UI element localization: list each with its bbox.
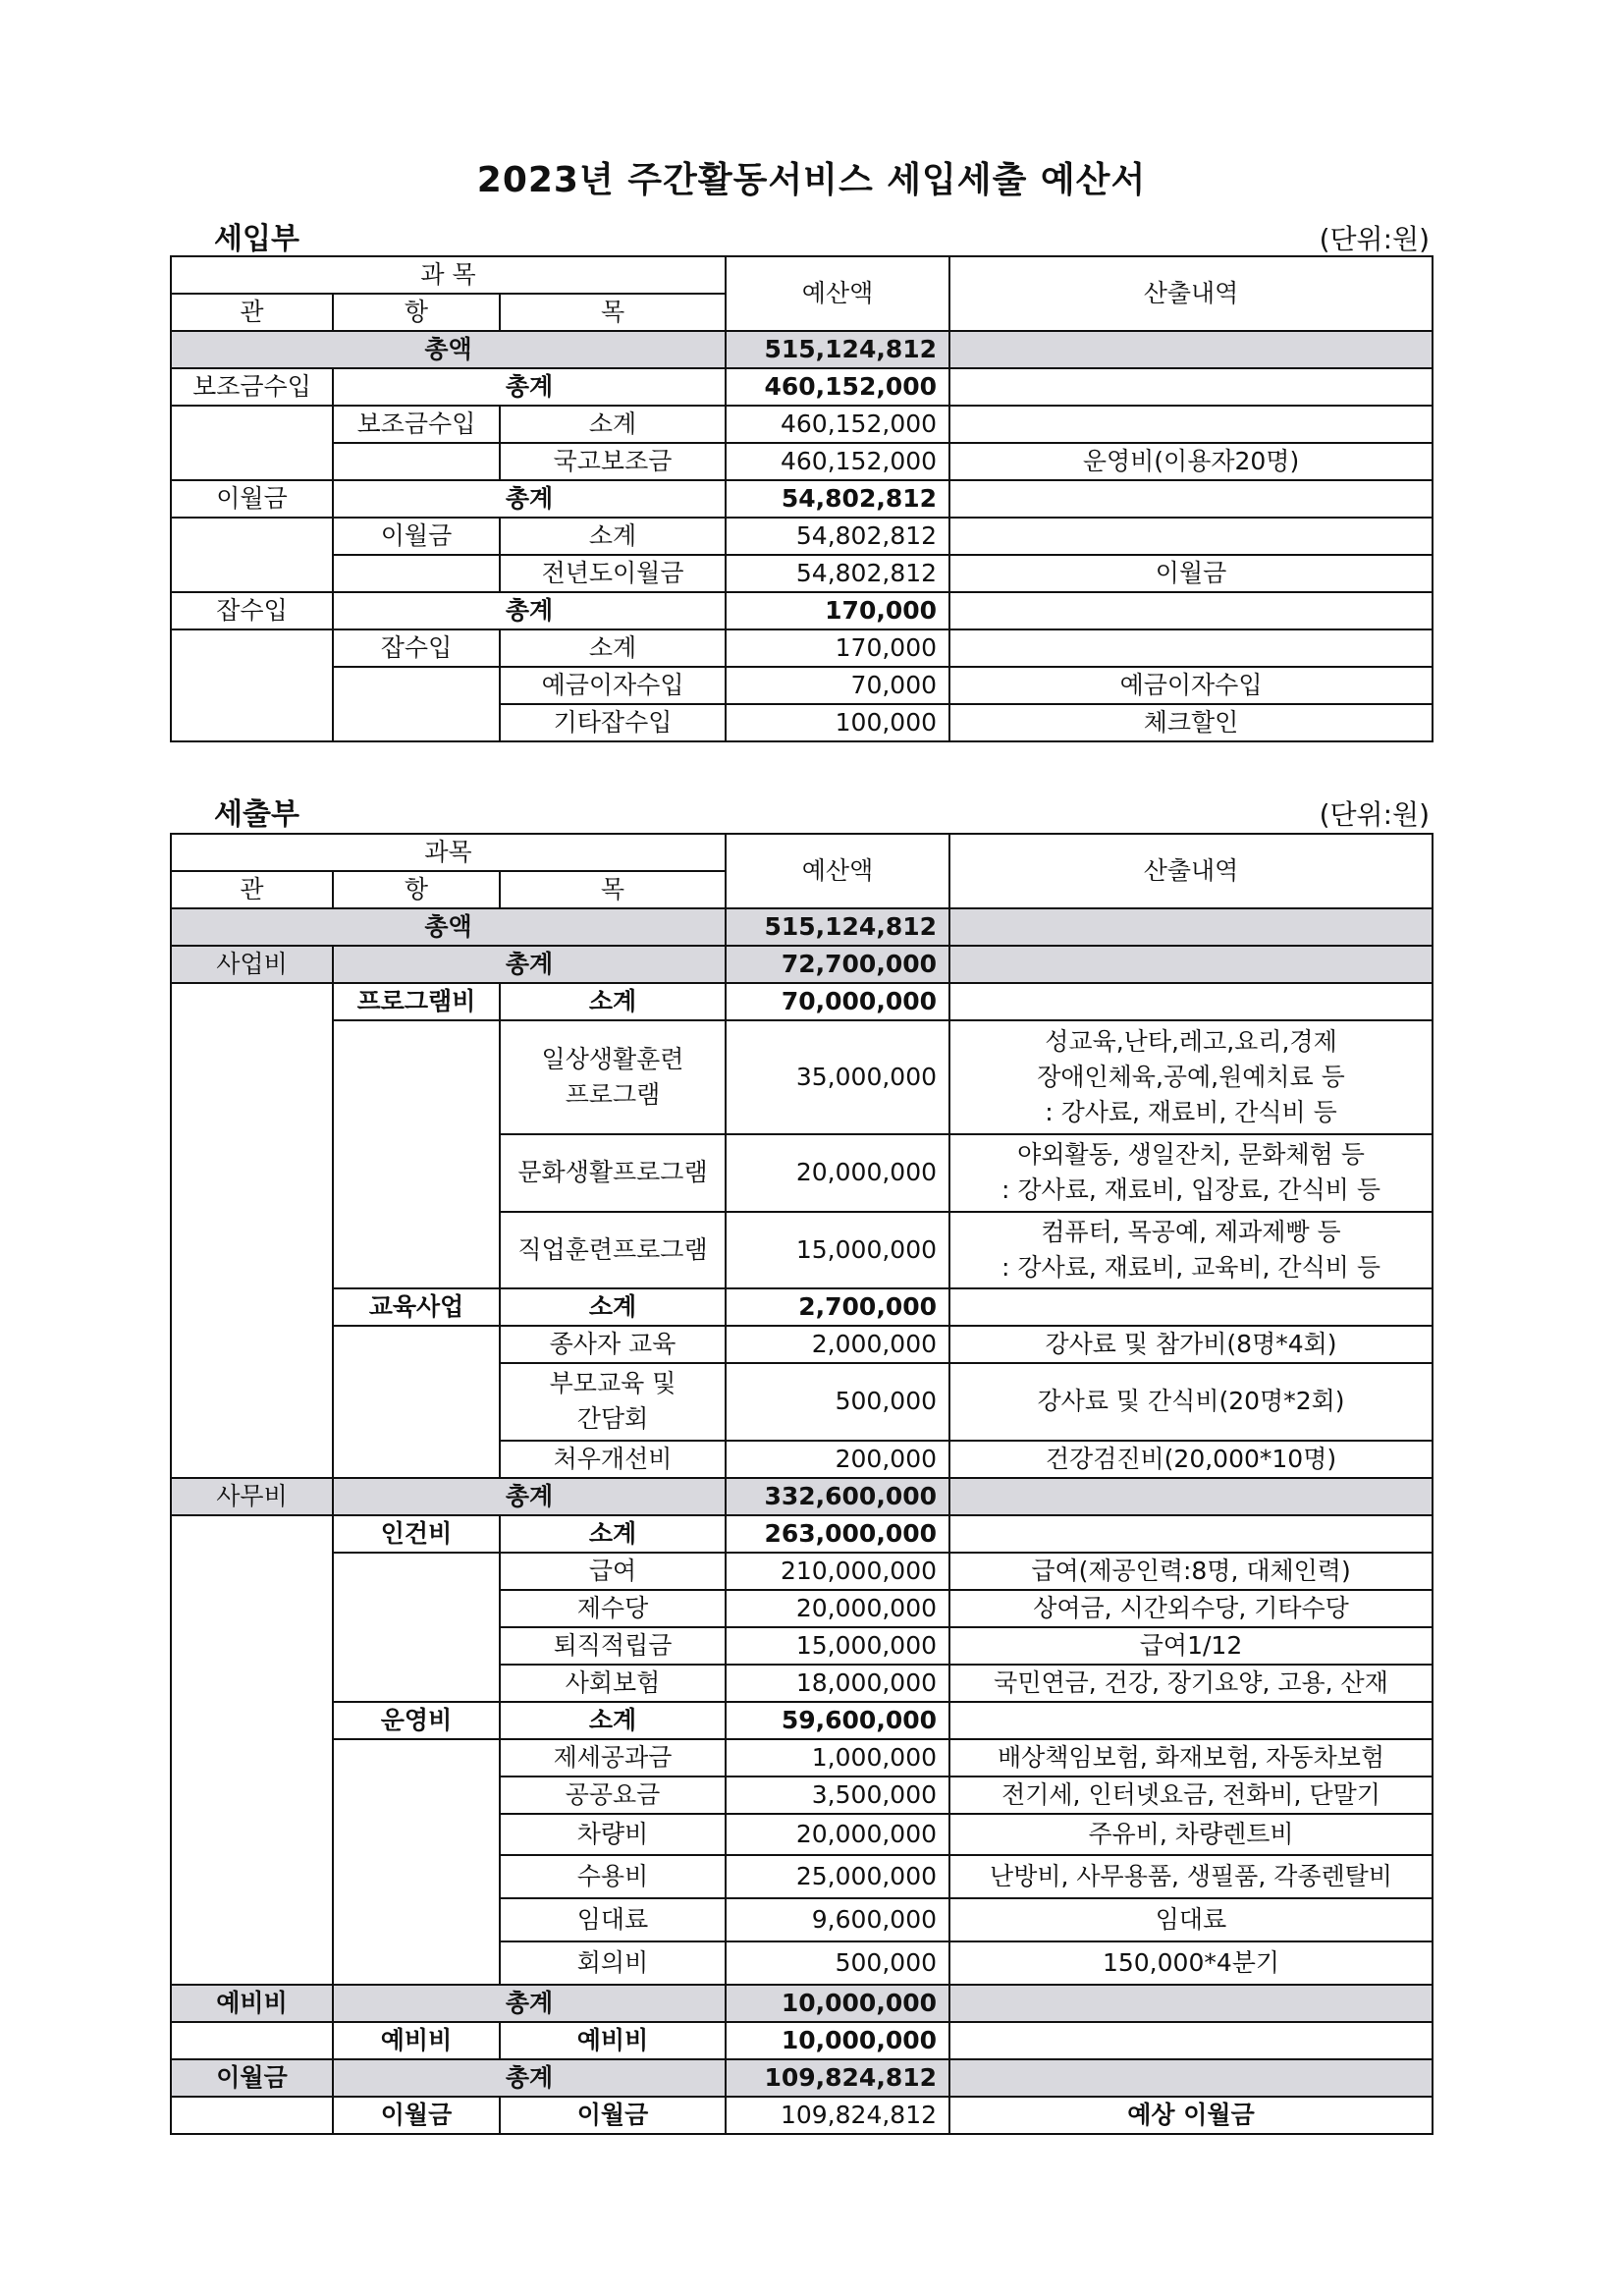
header-subject: 과 목	[171, 256, 726, 294]
details-cell	[949, 1478, 1433, 1515]
details-cell	[949, 1134, 1433, 1212]
hang-cell: 잡수입	[333, 629, 500, 667]
table-row	[171, 1702, 1433, 1739]
gwan-cell	[171, 406, 333, 480]
header-amount: 예산액	[726, 834, 949, 908]
total-details	[949, 331, 1433, 368]
gwan-cell	[171, 518, 333, 592]
details-cell: 체크할인	[949, 704, 1433, 741]
details-cell: 급여(제공인력:8명, 대체인력)	[949, 1553, 1433, 1590]
mok-cell: 임대료	[500, 1898, 726, 1941]
details-cell	[949, 1985, 1433, 2022]
header-gwan: 관	[171, 871, 333, 908]
table-row	[171, 1553, 1433, 1590]
header-gwan: 관	[171, 294, 333, 331]
details-cell	[949, 480, 1433, 518]
mok-cell: 종사자 교육	[500, 1326, 726, 1363]
table-row	[171, 2059, 1433, 2097]
gwan-cell: 보조금수입	[171, 368, 333, 406]
amount-cell: 70,000	[726, 667, 949, 704]
header-details: 산출내역	[949, 834, 1433, 908]
mok-cell: 예비비	[500, 2022, 726, 2059]
details-line: : 강사료, 재료비, 교육비, 간식비 등	[1001, 1252, 1380, 1282]
mok-cell: 소계	[500, 518, 726, 555]
amount-cell: 70,000,000	[726, 983, 949, 1020]
details-line: 성교육,난타,레고,요리,경제	[1045, 1026, 1337, 1056]
mok-cell: 직업훈련프로그램	[500, 1212, 726, 1289]
amount-cell: 20,000,000	[726, 1590, 949, 1627]
details-cell: 강사료 및 간식비(20명*2회)	[949, 1363, 1433, 1441]
details-line: 장애인체육,공예,원예치료 등	[1037, 1062, 1345, 1091]
mok-cell: 제세공과금	[500, 1739, 726, 1777]
subtotal-label: 총계	[333, 2059, 726, 2097]
hang-cell	[333, 555, 500, 592]
table-row	[171, 983, 1433, 1020]
table-row	[171, 2022, 1433, 2059]
mok-cell: 공공요금	[500, 1777, 726, 1814]
amount-cell: 263,000,000	[726, 1515, 949, 1553]
table-row	[171, 406, 1433, 443]
hang-cell: 이월금	[333, 518, 500, 555]
mok-line: 부모교육 및	[549, 1369, 676, 1397]
total-row	[171, 331, 1433, 368]
amount-cell: 20,000,000	[726, 1134, 949, 1212]
details-cell: 예상 이월금	[949, 2097, 1433, 2134]
amount-cell: 59,600,000	[726, 1702, 949, 1739]
hang-cell	[333, 1739, 500, 1985]
hang-cell: 예비비	[333, 2022, 500, 2059]
amount-cell: 460,152,000	[726, 406, 949, 443]
header-mok: 목	[500, 871, 726, 908]
details-line: 컴퓨터, 목공예, 제과제빵 등	[1041, 1217, 1341, 1246]
mok-cell: 처우개선비	[500, 1441, 726, 1478]
header-subject: 과목	[171, 834, 726, 871]
mok-line: 프로그램	[565, 1080, 661, 1109]
amount-cell: 210,000,000	[726, 1553, 949, 1590]
mok-cell: 수용비	[500, 1855, 726, 1898]
gwan-cell	[171, 1515, 333, 1985]
table-header-row	[171, 256, 1433, 294]
amount-cell: 9,600,000	[726, 1898, 949, 1941]
total-amount: 515,124,812	[726, 331, 949, 368]
table-row	[171, 1985, 1433, 2022]
details-cell: 임대료	[949, 1898, 1433, 1941]
hang-cell	[333, 1326, 500, 1478]
mok-cell: 예금이자수입	[500, 667, 726, 704]
details-cell	[949, 1515, 1433, 1553]
gwan-cell: 이월금	[171, 480, 333, 518]
expense-unit-label: (단위:원)	[1319, 798, 1430, 831]
details-cell: 상여금, 시간외수당, 기타수당	[949, 1590, 1433, 1627]
hang-cell: 보조금수입	[333, 406, 500, 443]
mok-cell: 차량비	[500, 1814, 726, 1855]
mok-cell: 제수당	[500, 1590, 726, 1627]
hang-cell	[333, 667, 500, 741]
details-cell: 난방비, 사무용품, 생필품, 각종렌탈비	[949, 1855, 1433, 1898]
hang-cell: 인건비	[333, 1515, 500, 1553]
mok-cell: 퇴직적립금	[500, 1627, 726, 1665]
amount-cell: 2,700,000	[726, 1288, 949, 1326]
hang-cell	[333, 443, 500, 480]
hang-cell: 프로그램비	[333, 983, 500, 1020]
mok-cell: 소계	[500, 1515, 726, 1553]
table-row	[171, 592, 1433, 629]
table-row	[171, 1515, 1433, 1553]
amount-cell: 109,824,812	[726, 2097, 949, 2134]
amount-cell: 500,000	[726, 1363, 949, 1441]
amount-cell: 18,000,000	[726, 1665, 949, 1702]
details-cell	[949, 1020, 1433, 1134]
subtotal-label: 총계	[333, 1478, 726, 1515]
gwan-cell: 사업비	[171, 946, 333, 983]
mok-cell: 국고보조금	[500, 443, 726, 480]
details-cell: 강사료 및 참가비(8명*4회)	[949, 1326, 1433, 1363]
amount-cell: 72,700,000	[726, 946, 949, 983]
details-cell	[949, 2059, 1433, 2097]
details-cell	[949, 1702, 1433, 1739]
details-cell: 150,000*4분기	[949, 1941, 1433, 1985]
details-cell: 이월금	[949, 555, 1433, 592]
table-row	[171, 1326, 1433, 1363]
gwan-cell: 잡수입	[171, 592, 333, 629]
amount-cell: 460,152,000	[726, 443, 949, 480]
amount-cell: 54,802,812	[726, 480, 949, 518]
details-line: 야외활동, 생일잔치, 문화체험 등	[1017, 1140, 1365, 1169]
mok-cell: 문화생활프로그램	[500, 1134, 726, 1212]
amount-cell: 35,000,000	[726, 1020, 949, 1134]
details-cell	[949, 518, 1433, 555]
table-row	[171, 2097, 1433, 2134]
income-unit-label: (단위:원)	[1319, 223, 1430, 255]
expense-section-label: 세출부	[214, 797, 299, 832]
income-table	[170, 255, 1434, 742]
gwan-cell	[171, 629, 333, 741]
header-hang: 항	[333, 294, 500, 331]
table-row	[171, 1288, 1433, 1326]
details-cell: 운영비(이용자20명)	[949, 443, 1433, 480]
amount-cell: 100,000	[726, 704, 949, 741]
mok-cell: 소계	[500, 629, 726, 667]
mok-cell: 소계	[500, 1702, 726, 1739]
subtotal-label: 총계	[333, 1985, 726, 2022]
subtotal-label: 총계	[333, 368, 726, 406]
total-row	[171, 908, 1433, 946]
header-details: 산출내역	[949, 256, 1433, 331]
details-cell	[949, 1212, 1433, 1289]
mok-cell	[500, 1363, 726, 1441]
total-details	[949, 908, 1433, 946]
gwan-cell: 사무비	[171, 1478, 333, 1515]
amount-cell: 500,000	[726, 1941, 949, 1985]
details-cell	[949, 2022, 1433, 2059]
details-cell	[949, 983, 1433, 1020]
details-cell	[949, 946, 1433, 983]
mok-cell: 전년도이월금	[500, 555, 726, 592]
details-cell: 건강검진비(20,000*10명)	[949, 1441, 1433, 1478]
gwan-cell: 이월금	[171, 2059, 333, 2097]
income-section-label: 세입부	[214, 222, 299, 256]
table-row	[171, 629, 1433, 667]
details-line: : 강사료, 재료비, 입장료, 간식비 등	[1001, 1175, 1380, 1205]
total-amount: 515,124,812	[726, 908, 949, 946]
amount-cell: 170,000	[726, 592, 949, 629]
header-hang: 항	[333, 871, 500, 908]
amount-cell: 15,000,000	[726, 1627, 949, 1665]
table-row	[171, 443, 1433, 480]
mok-line: 일상생활훈련	[541, 1044, 684, 1073]
table-row	[171, 667, 1433, 704]
amount-cell: 170,000	[726, 629, 949, 667]
details-cell	[949, 1288, 1433, 1326]
amount-cell: 54,802,812	[726, 518, 949, 555]
header-amount: 예산액	[726, 256, 949, 331]
table-row	[171, 480, 1433, 518]
total-label: 총액	[171, 908, 726, 946]
amount-cell: 10,000,000	[726, 1985, 949, 2022]
amount-cell: 54,802,812	[726, 555, 949, 592]
mok-cell: 소계	[500, 983, 726, 1020]
details-cell	[949, 368, 1433, 406]
mok-cell: 이월금	[500, 2097, 726, 2134]
total-label: 총액	[171, 331, 726, 368]
table-row	[171, 946, 1433, 983]
gwan-cell: 예비비	[171, 1985, 333, 2022]
expense-table	[170, 833, 1434, 2135]
gwan-cell	[171, 983, 333, 1478]
details-cell	[949, 629, 1433, 667]
amount-cell: 332,600,000	[726, 1478, 949, 1515]
mok-cell: 회의비	[500, 1941, 726, 1985]
amount-cell: 15,000,000	[726, 1212, 949, 1289]
mok-cell: 급여	[500, 1553, 726, 1590]
details-cell: 국민연금, 건강, 장기요양, 고용, 산재	[949, 1665, 1433, 1702]
hang-cell	[333, 1020, 500, 1288]
amount-cell: 25,000,000	[726, 1855, 949, 1898]
details-cell: 예금이자수입	[949, 667, 1433, 704]
details-cell: 주유비, 차량렌트비	[949, 1814, 1433, 1855]
table-row	[171, 518, 1433, 555]
mok-cell: 기타잡수입	[500, 704, 726, 741]
mok-cell: 소계	[500, 1288, 726, 1326]
details-line: : 강사료, 재료비, 간식비 등	[1045, 1098, 1337, 1127]
mok-cell	[500, 1020, 726, 1134]
hang-cell: 교육사업	[333, 1288, 500, 1326]
subtotal-label: 총계	[333, 946, 726, 983]
hang-cell: 운영비	[333, 1702, 500, 1739]
mok-cell: 사회보험	[500, 1665, 726, 1702]
gwan-cell	[171, 2022, 333, 2059]
table-row	[171, 555, 1433, 592]
gwan-cell	[171, 2097, 333, 2134]
hang-cell: 이월금	[333, 2097, 500, 2134]
document-title: 2023년 주간활동서비스 세입세출 예산서	[476, 160, 1147, 200]
amount-cell: 3,500,000	[726, 1777, 949, 1814]
header-mok: 목	[500, 294, 726, 331]
details-cell	[949, 592, 1433, 629]
hang-cell	[333, 1553, 500, 1702]
table-row	[171, 1020, 1433, 1134]
mok-line: 간담회	[576, 1404, 649, 1434]
subtotal-label: 총계	[333, 480, 726, 518]
amount-cell: 2,000,000	[726, 1326, 949, 1363]
table-row	[171, 1478, 1433, 1515]
details-cell: 전기세, 인터넷요금, 전화비, 단말기	[949, 1777, 1433, 1814]
table-row	[171, 1739, 1433, 1777]
amount-cell: 109,824,812	[726, 2059, 949, 2097]
details-cell: 급여1/12	[949, 1627, 1433, 1665]
amount-cell: 460,152,000	[726, 368, 949, 406]
amount-cell: 1,000,000	[726, 1739, 949, 1777]
details-cell	[949, 406, 1433, 443]
table-header-row	[171, 834, 1433, 871]
amount-cell: 10,000,000	[726, 2022, 949, 2059]
table-row	[171, 368, 1433, 406]
amount-cell: 200,000	[726, 1441, 949, 1478]
subtotal-label: 총계	[333, 592, 726, 629]
amount-cell: 20,000,000	[726, 1814, 949, 1855]
mok-cell: 소계	[500, 406, 726, 443]
details-cell: 배상책임보험, 화재보험, 자동차보험	[949, 1739, 1433, 1777]
